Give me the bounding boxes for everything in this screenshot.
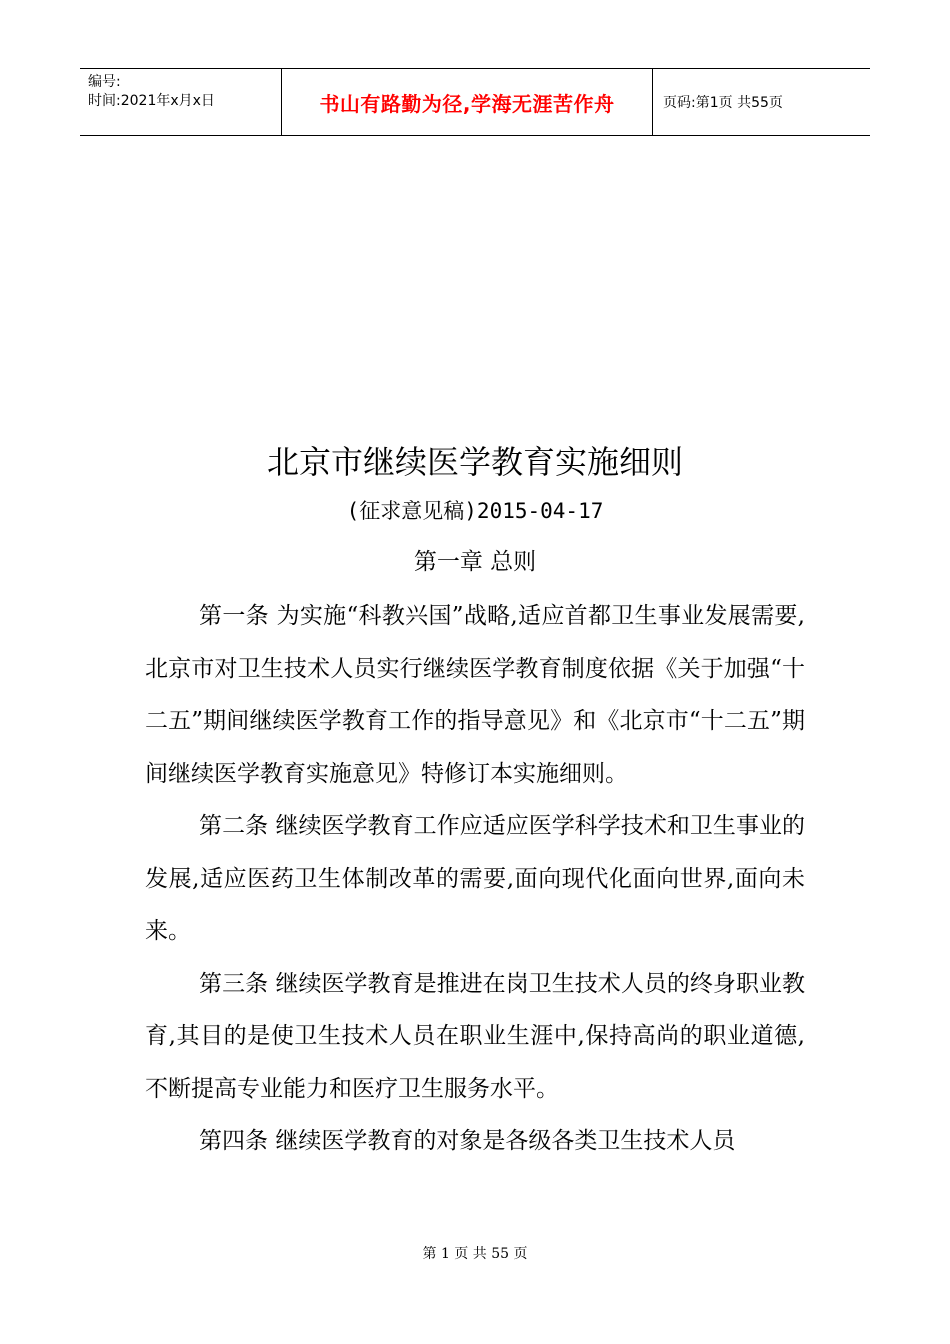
page-footer: 第 1 页 共 55 页: [422, 1246, 528, 1262]
header-motto: 书山有路勤为径,学海无涯苦作舟: [319, 91, 615, 116]
chapter-heading: 第一章 总则: [413, 549, 537, 575]
header-motto-cell: [281, 69, 653, 135]
article-paragraph: 第二条 继续医学教育工作应适应医学科学技术和卫生事业的发展,适应医药卫生体制改革的需要,面向现代化面向世界,面向未来。: [145, 813, 805, 944]
document-subtitle: (征求意见稿)2015-04-17: [346, 499, 604, 523]
document-body: [145, 590, 805, 1168]
document-title: 北京市继续医学教育实施细则: [266, 443, 683, 481]
article-paragraph: 第四条 继续医学教育的对象是各级各类卫生技术人员: [199, 1128, 736, 1154]
article-paragraph: 第一条 为实施“科教兴国”战略,适应首都卫生事业发展需要,北京市对卫生技术人员实行继续医学教育制度依据《关于加强“十二五”期间继续医学教育工作的指导意见》和《北京市“十二五”期间继续医学教育实施意见》特修订本实施细则。: [145, 603, 805, 787]
document-number-label: 编号:: [88, 74, 121, 90]
header-page-cell: [653, 69, 870, 135]
document-time-label: 时间:2021年x月x日: [88, 93, 215, 109]
article-paragraph: 第三条 继续医学教育是推进在岗卫生技术人员的终身职业教育,其目的是使卫生技术人员在职业生涯中,保持高尚的职业道德,不断提高专业能力和医疗卫生服务水平。: [145, 970, 805, 1102]
header-page-label: 页码:第1页 共55页: [663, 95, 783, 111]
header-info-cell: [80, 69, 281, 135]
header-table: [80, 68, 870, 136]
